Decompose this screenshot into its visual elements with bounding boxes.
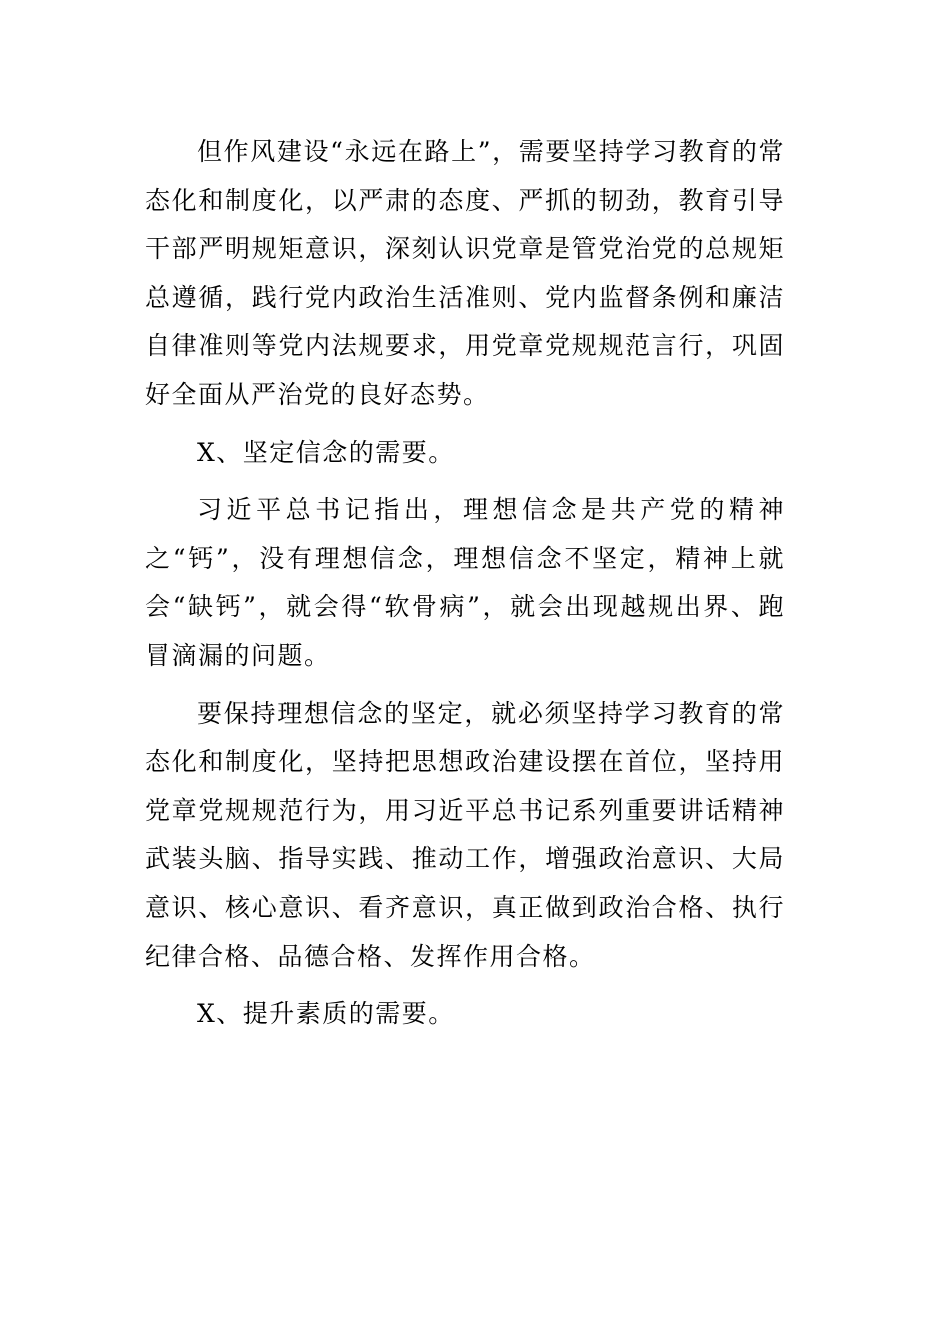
paragraph-gap bbox=[145, 981, 785, 990]
paragraph-keep-beliefs: 要保持理想信念的坚定，就必须坚持学习教育的常态化和制度化，坚持把思想政治建设摆在首位，坚持用党章党规规范行为，用习近平总书记系列重要讲话精神武装头脑、指导实践、推动工作，增强政治意识、大局意识、核心意识、看齐意识，真正做到政治合格、执行纪律合格、品德合格、发挥作用合格。 bbox=[145, 698, 785, 971]
heading-firm-belief: X、坚定信念的需要。 bbox=[197, 437, 455, 467]
heading-improve-quality: X、提升素质的需要。 bbox=[197, 999, 455, 1029]
paragraph-gap bbox=[145, 681, 785, 690]
paragraph-work-style: 但作风建设“永远在路上”，需要坚持学习教育的常态化和制度化，以严肃的态度、严抓的韧劲，教育引导干部严明规矩意识，深刻认识党章是管党治党的总规矩总遵循，践行党内政治生活准则、党内监督条例和廉洁自律准则等党内法规要求，用党章党规规范言行，巩固好全面从严治党的良好态势。 bbox=[145, 137, 785, 409]
paragraph-ideals-calcium: 习近平总书记指出，理想信念是共产党的精神之“钙”，没有理想信念，理想信念不坚定，精神上就会“缺钙”，就会得“软骨病”，就会出现越规出界、跑冒滴漏的问题。 bbox=[145, 495, 785, 670]
paragraph-gap bbox=[145, 477, 785, 486]
paragraph-gap bbox=[145, 420, 785, 429]
document-body bbox=[145, 128, 785, 1039]
